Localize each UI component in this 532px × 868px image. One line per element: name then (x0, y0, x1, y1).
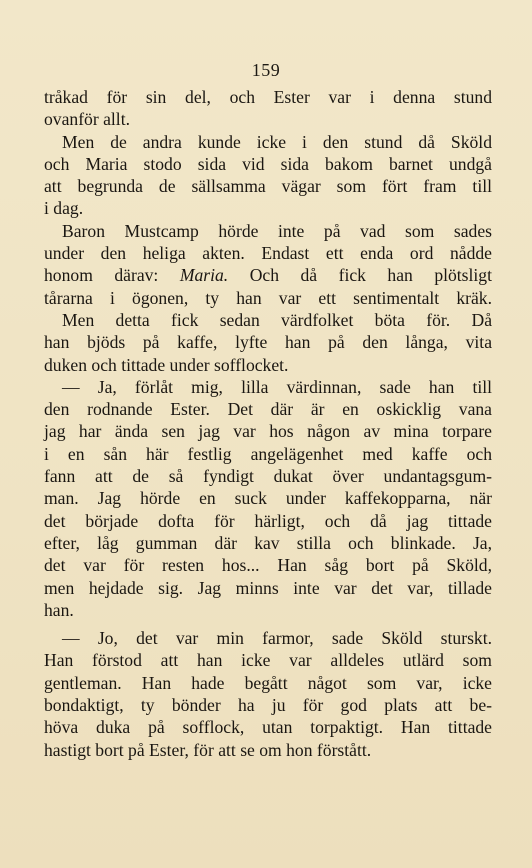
text-line: man. Jag hörde en suck under kaffekopparna, när (44, 488, 492, 509)
text-line: fann att de så fyndigt dukat över undantagsgum- (44, 466, 492, 487)
text-line: Men de andra kunde icke i den stund då Sköld (62, 131, 492, 152)
text-line: efter, låg gumman där kav stilla och blinkade. Ja, (44, 532, 492, 553)
text-line: ovanför allt. (44, 109, 130, 130)
text-line: i en sån här festlig angelägenhet med kaffe och (44, 443, 492, 464)
text-line: Baron Mustcamp hörde inte på vad som sades (62, 220, 492, 241)
body-text (44, 86, 492, 761)
text-line: bondaktigt, ty bönder ha ju för god plats att be- (44, 695, 492, 716)
text-line: gentleman. Han hade begått något som var, icke (44, 672, 492, 693)
text-line: hastigt bort på Ester, för att se om hon förstått. (44, 739, 372, 760)
text-line: tråkad för sin del, och Ester var i denna stund (44, 87, 492, 107)
text-line: — Jo, det var min farmor, sade Sköld sturskt. (62, 628, 492, 649)
text-line: duken och tittade under sofflocket. (44, 354, 289, 375)
text-line: Men detta fick sedan värdfolket böta för. Då (62, 309, 492, 330)
text-line: — Ja, förlåt mig, lilla värdinnan, sade han till (62, 376, 492, 397)
emphasized-name: Maria. (179, 265, 229, 286)
text-line: det var för resten hos... Han såg bort på Sköld, (44, 555, 492, 576)
text-line: den rodnande Ester. Det där är en oskicklig vana (44, 399, 492, 420)
text-line: och Maria stodo sida vid sida bakom barnet undgå (44, 153, 492, 174)
text-line: han. (44, 599, 74, 620)
text-line: under den heliga akten. Endast ett enda ord nådde (44, 243, 492, 264)
text-line: Han förstod att han icke var alldeles utlärd som (44, 650, 492, 671)
text-line: men hejdade sig. Jag minns inte var det var, tillade (44, 577, 492, 598)
text-line: jag har ända sen jag var hos någon av mina torpare (44, 421, 492, 442)
text-line: i dag. (44, 198, 84, 219)
text-line: det började dofta för härligt, och då jag tittade (44, 510, 492, 531)
text-line: tårarna i ögonen, ty han var ett sentimentalt kräk. (44, 287, 492, 308)
text-line (44, 264, 492, 286)
text-fragment: honom därav: (44, 265, 180, 286)
text-line: han bjöds på kaffe, lyfte han på den långa, vita (44, 332, 492, 353)
text-line: höva duka på sofflock, utan torpaktigt. Han tittade (44, 717, 492, 738)
page-number: 159 (251, 60, 281, 80)
text-fragment: Och då fick han plötsligt (228, 265, 492, 286)
text-line: att begrunda de sällsamma vägar som fört fram till (44, 176, 492, 197)
